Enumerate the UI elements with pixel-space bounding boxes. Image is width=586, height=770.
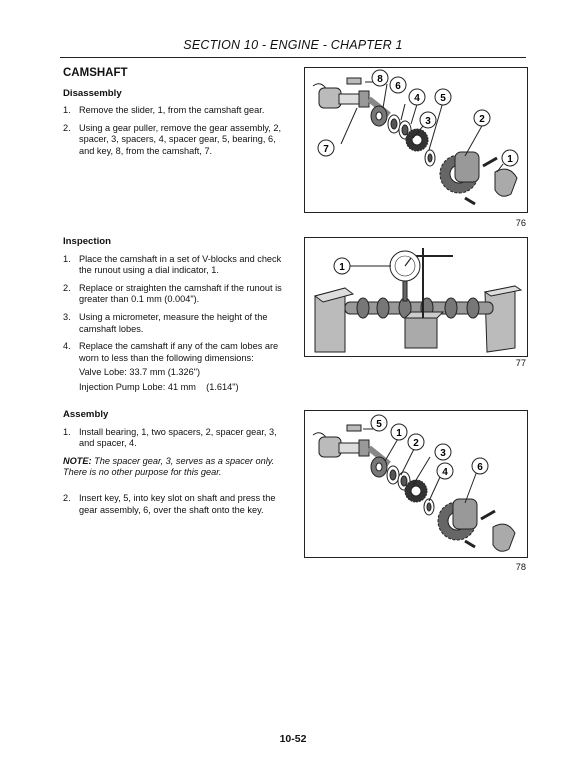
svg-text:3: 3 bbox=[440, 448, 446, 459]
svg-text:7: 7 bbox=[323, 144, 329, 155]
note-text: The spacer gear, 3, serves as a spacer only. There is no other purpose for this gear. bbox=[63, 455, 275, 478]
callout-3 bbox=[435, 444, 451, 460]
svg-text:6: 6 bbox=[395, 81, 401, 92]
figure-78 bbox=[304, 410, 528, 558]
figure-78-number: 78 bbox=[515, 562, 526, 572]
note bbox=[63, 456, 285, 479]
svg-text:5: 5 bbox=[376, 419, 382, 430]
valve-lobe-dimension: Valve Lobe: 33.7 mm (1.326") bbox=[79, 367, 201, 378]
camshaft-runout-illustration bbox=[305, 238, 527, 356]
callout-2 bbox=[408, 434, 424, 450]
disassembly-section bbox=[63, 68, 285, 164]
callout-1 bbox=[334, 258, 350, 274]
callout-8 bbox=[372, 70, 388, 86]
svg-text:4: 4 bbox=[414, 93, 420, 104]
list-item: 1. Place the camshaft in a set of V-blocks and check the runout using a dial indicator, 1. bbox=[63, 253, 282, 276]
list-item: 1. Remove the slider, 1, from the camshaft gear. bbox=[63, 105, 265, 116]
list-item: 3. Using a micrometer, measure the height of the camshaft lobes. bbox=[63, 311, 268, 334]
camshaft-exploded-illustration bbox=[305, 68, 527, 212]
list-item: 2. Replace or straighten the camshaft if the runout is greater than 0.1 mm (0.004"). bbox=[63, 282, 282, 305]
list-item: 4. Replace the camshaft if any of the cam lobes are worn to less than the following dimensions: bbox=[63, 341, 279, 363]
callout-2 bbox=[474, 110, 490, 126]
callout-4 bbox=[409, 89, 425, 105]
page-header: SECTION 10 - ENGINE - CHAPTER 1 bbox=[183, 38, 403, 52]
figure-77 bbox=[304, 237, 528, 357]
callout-1 bbox=[502, 150, 518, 166]
svg-text:3: 3 bbox=[425, 116, 431, 127]
inspection-steps bbox=[63, 254, 285, 365]
figure-76-number: 76 bbox=[515, 218, 526, 228]
callout-4 bbox=[437, 463, 453, 479]
svg-text:1: 1 bbox=[396, 428, 402, 439]
list-item: 2. Insert key, 5, into key slot on shaft and press the gear assembly, 6, over the shaft onto the key. bbox=[63, 492, 276, 515]
camshaft-assembly-illustration bbox=[305, 411, 527, 557]
disassembly-steps bbox=[63, 105, 285, 157]
callout-6 bbox=[472, 458, 488, 474]
assembly-section bbox=[63, 409, 285, 522]
svg-text:1: 1 bbox=[339, 262, 345, 273]
svg-text:1: 1 bbox=[507, 154, 513, 165]
assembly-steps-b bbox=[63, 493, 285, 516]
note-label: NOTE: bbox=[63, 455, 92, 466]
list-item: 1. Install bearing, 1, two spacers, 2, spacer gear, 3, and spacer, 4. bbox=[63, 426, 277, 449]
disassembly-heading: Disassembly bbox=[63, 87, 122, 99]
assembly-steps-a bbox=[63, 427, 285, 450]
figure-77-number: 77 bbox=[515, 358, 526, 368]
page-number: 10-52 bbox=[279, 733, 307, 745]
svg-text:6: 6 bbox=[477, 462, 483, 473]
callout-1 bbox=[391, 424, 407, 440]
inspection-heading: Inspection bbox=[63, 236, 111, 247]
svg-text:5: 5 bbox=[440, 93, 446, 104]
callout-5 bbox=[435, 89, 451, 105]
svg-text:8: 8 bbox=[377, 74, 383, 85]
callout-7 bbox=[318, 140, 334, 156]
callout-3 bbox=[420, 112, 436, 128]
pump-lobe-dimension: Injection Pump Lobe: 41 mm (1.614") bbox=[79, 381, 239, 392]
callout-5 bbox=[371, 415, 387, 431]
header-rule bbox=[60, 57, 526, 58]
assembly-heading: Assembly bbox=[63, 409, 109, 420]
figure-76 bbox=[304, 67, 528, 213]
callout-6 bbox=[390, 77, 406, 93]
svg-text:2: 2 bbox=[479, 114, 485, 125]
svg-text:4: 4 bbox=[442, 467, 448, 478]
section-title: CAMSHAFT bbox=[63, 67, 128, 79]
inspection-section bbox=[63, 236, 285, 396]
svg-text:2: 2 bbox=[413, 438, 419, 449]
list-item: 2. Using a gear puller, remove the gear assembly, 2, spacer, 3, spacers, 4, spacer gear, 5, bearing, 6, and key, 8, from the camshaft, 7. bbox=[63, 122, 282, 156]
